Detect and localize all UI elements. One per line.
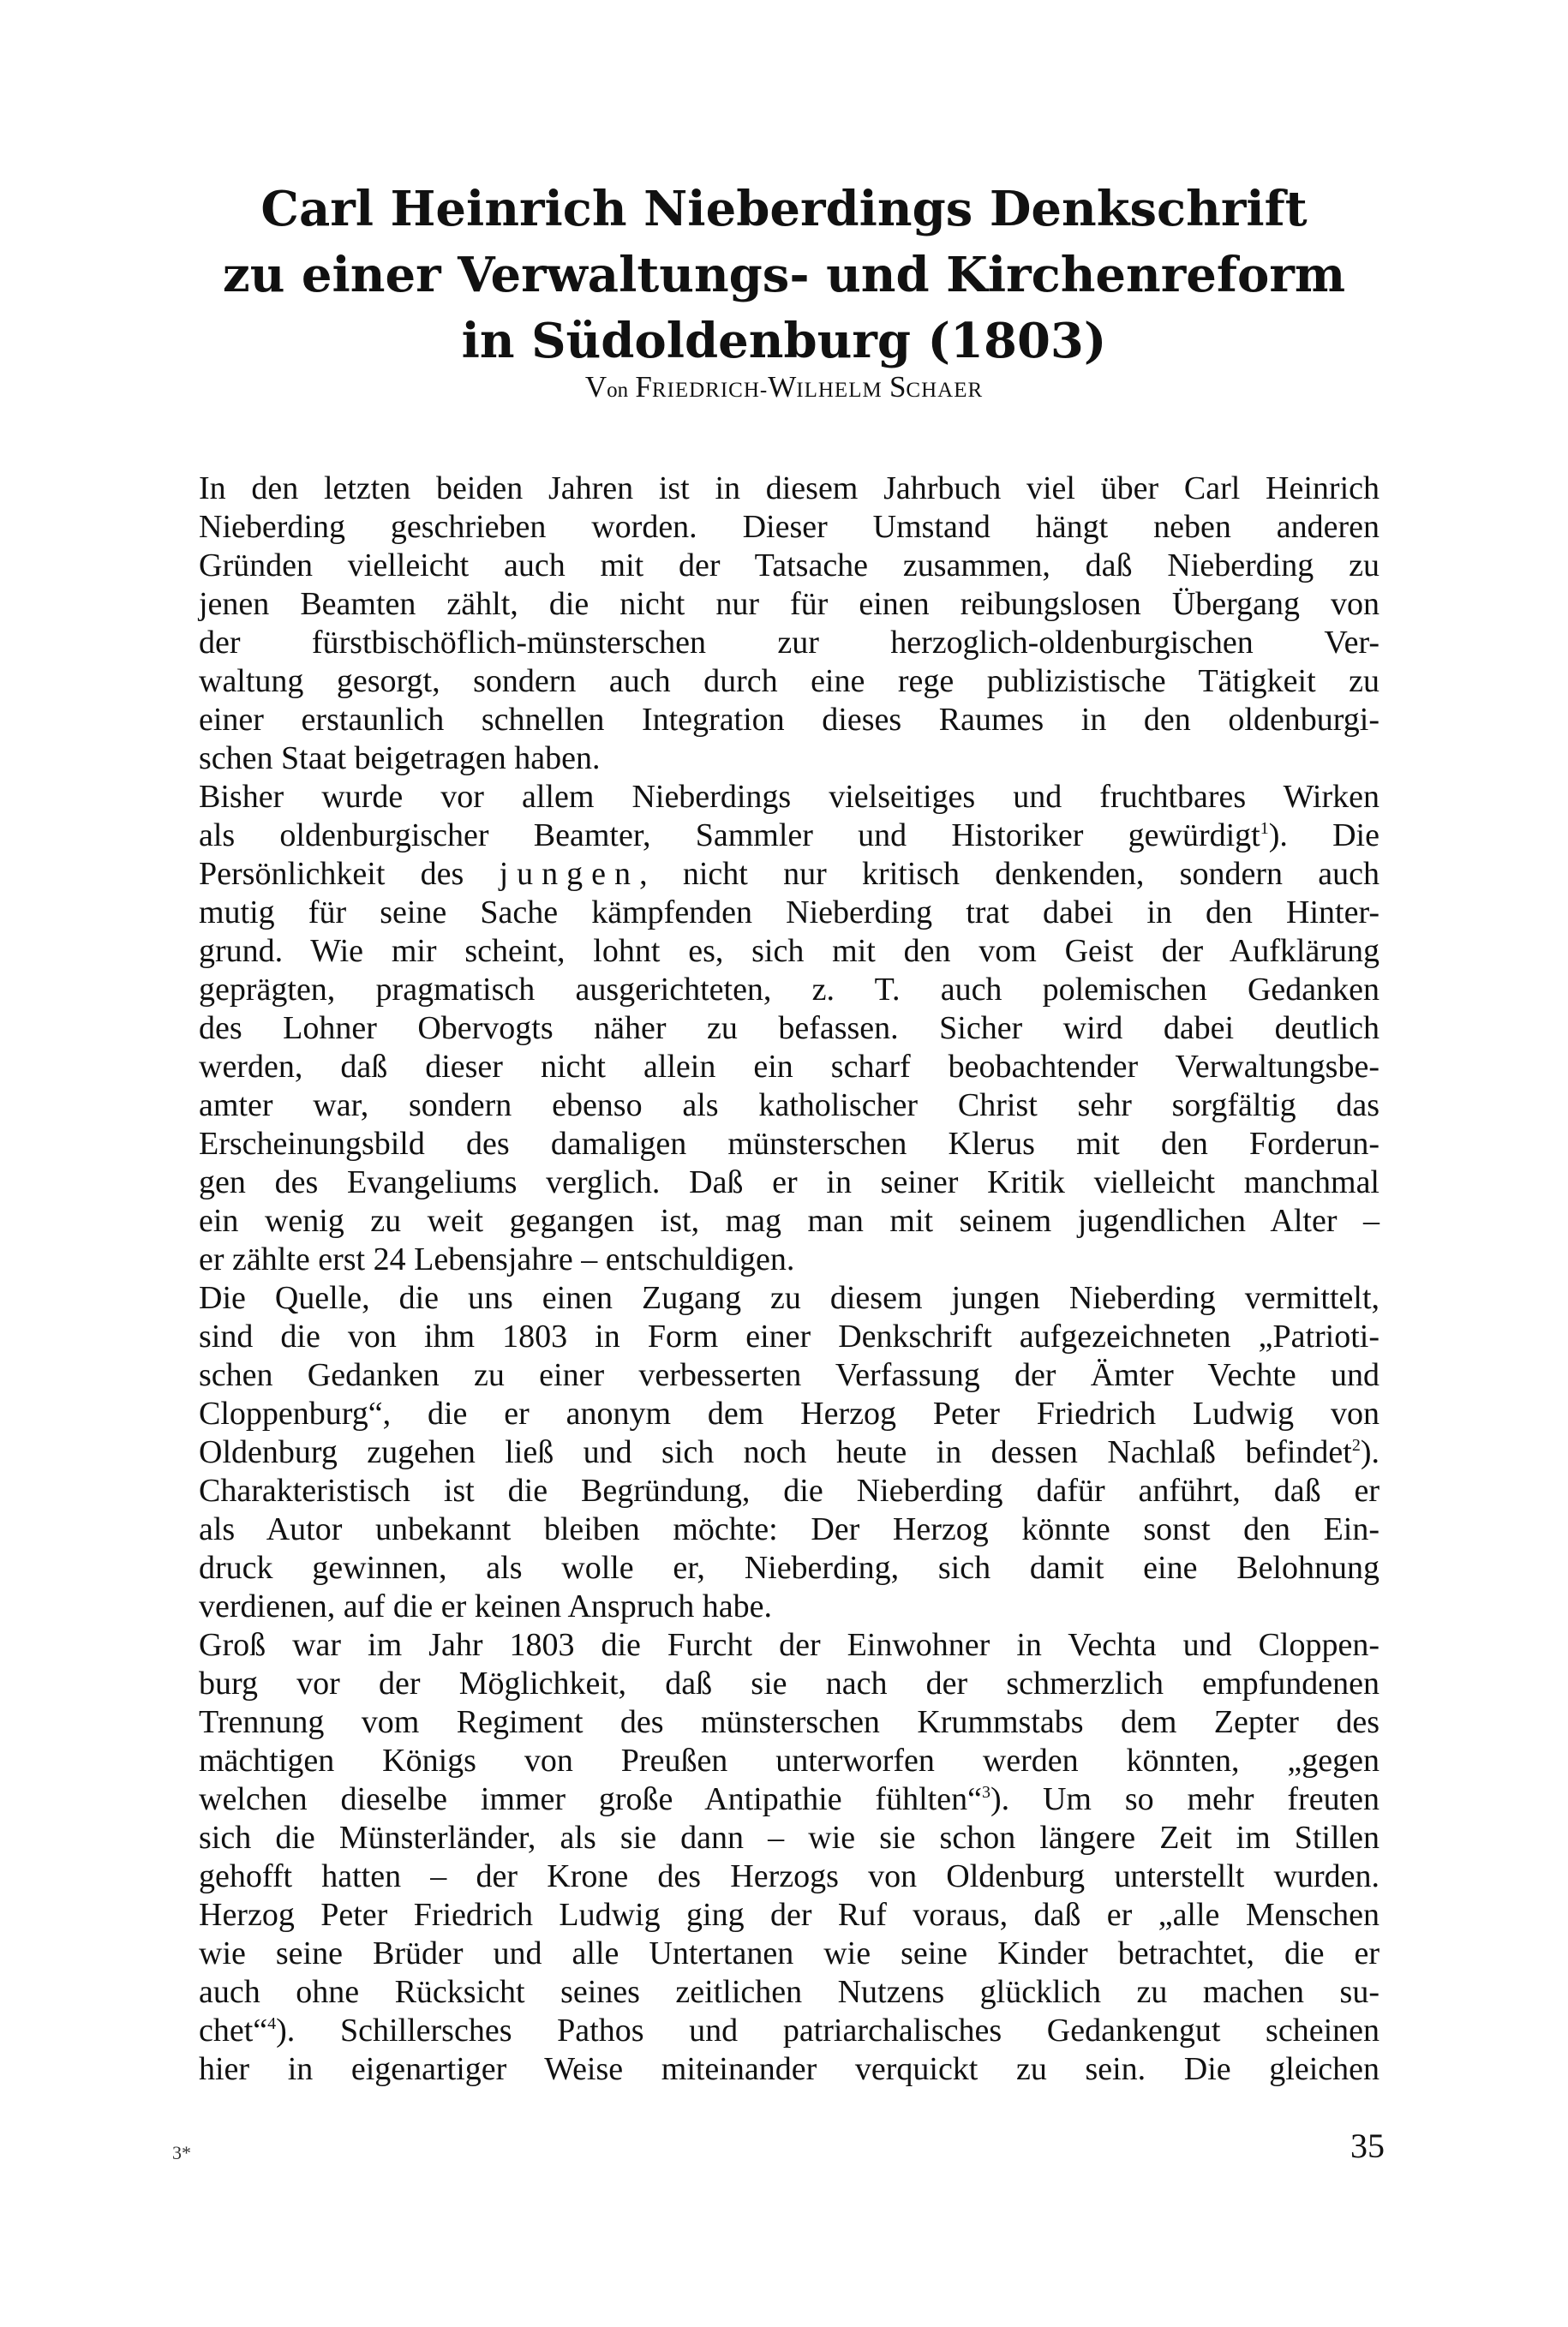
text-line: Herzog Peter Friedrich Ludwig ging der Ruf voraus, daß er „alle Menschen (199, 1897, 1379, 1933)
text-fragment: welchen dieselbe immer große Antipathie fühlten“ (199, 1781, 982, 1817)
paragraph-4 (199, 1626, 1379, 2089)
text-line: geprägten, pragmatisch ausgerichteten, z. T. auch polemischen Gedanken (199, 972, 1379, 1008)
text-line: werden, daß dieser nicht allein ein scharf beobachtender Verwaltungsbe- (199, 1049, 1379, 1085)
paragraph-3 (199, 1279, 1379, 1626)
text-line: Nieberding geschrieben worden. Dieser Umstand hängt neben anderen (199, 509, 1379, 545)
title-line: in Südoldenburg (1803) (461, 313, 1107, 369)
byline-last-initial: S (889, 370, 907, 404)
text-line: Groß war im Jahr 1803 die Furcht der Einwohner in Vechta und Cloppen- (199, 1627, 1379, 1663)
byline-second-rest: ILHELM (796, 379, 883, 402)
text-line: druck gewinnen, als wolle er, Nieberding, sich damit eine Belohnung (199, 1550, 1379, 1586)
text-line: er zählte erst 24 Lebensjahre – entschuldigen. (199, 1241, 795, 1277)
text-line: gen des Evangeliums verglich. Daß er in seiner Kritik vielleicht manchmal (199, 1164, 1379, 1200)
paragraph-1 (199, 470, 1379, 778)
text-line: waltung gesorgt, sondern auch durch eine rege publizistische Tätigkeit zu (199, 663, 1379, 699)
text-line: Cloppenburg“, die er anonym dem Herzog Peter Friedrich Ludwig von (199, 1396, 1379, 1432)
text-fragment: ). (1360, 1434, 1379, 1470)
byline-last-rest: CHAER (906, 379, 984, 402)
text-line: In den letzten beiden Jahren ist in diesem Jahrbuch viel über Carl Heinrich (199, 470, 1379, 506)
text-fragment: chet“ (199, 2013, 268, 2049)
text-line (199, 2012, 1379, 2050)
byline-on: on (607, 379, 629, 402)
text-line: ein wenig zu weit gegangen ist, mag man mit seinem jugendlichen Alter – (199, 1203, 1379, 1239)
text-line: jenen Beamten zählt, die nicht nur für einen reibungslosen Übergang von (199, 586, 1379, 622)
text-line: Trennung vom Regiment des münsterschen Krummstabs dem Zepter des (199, 1704, 1379, 1740)
text-line: Charakteristisch ist die Begründung, die Nieberding dafür anführt, daß er (199, 1473, 1379, 1509)
article-title (171, 176, 1397, 374)
title-line: Carl Heinrich Nieberdings Denkschrift (260, 181, 1308, 237)
byline-first-rest: RIEDRICH (651, 379, 760, 402)
text-fragment: , nicht nur kritisch denkenden, sondern auch (639, 856, 1379, 892)
text-line: als Autor unbekannt bleiben möchte: Der Herzog könnte sonst den Ein- (199, 1511, 1379, 1547)
byline-second-initial: W (768, 370, 797, 404)
footnote-ref-1: 1 (1260, 819, 1269, 838)
emphasis-spaced: jungen (499, 856, 640, 892)
text-line (199, 1780, 1379, 1819)
text-line: burg vor der Möglichkeit, daß sie nach der schmerzlich empfundenen (199, 1666, 1379, 1702)
text-line: einer erstaunlich schnellen Integration dieses Raumes in den oldenburgi- (199, 702, 1379, 738)
text-line (199, 855, 1379, 894)
text-line: Erscheinungsbild des damaligen münsterschen Klerus mit den Forderun- (199, 1126, 1379, 1162)
text-line: der fürstbischöflich-münsterschen zur herzoglich-oldenburgischen Ver- (199, 625, 1379, 661)
footnote-ref-3: 3 (981, 1783, 990, 1802)
text-fragment: ). Um so mehr freuten (990, 1781, 1380, 1817)
text-fragment: ). Schillersches Pathos und patriarchalisches Gedankengut scheinen (276, 2013, 1379, 2049)
text-line (199, 1433, 1379, 1472)
signature-mark: 3* (172, 2142, 191, 2163)
byline-v: V (584, 370, 607, 404)
page-number: 35 (1350, 2127, 1385, 2165)
text-line: Bisher wurde vor allem Nieberdings vielseitiges und fruchtbares Wirken (199, 779, 1379, 815)
text-line: grund. Wie mir scheint, lohnt es, sich mit den vom Geist der Aufklärung (199, 933, 1379, 969)
text-line: auch ohne Rücksicht seines zeitlichen Nutzens glücklich zu machen su- (199, 1974, 1379, 2010)
text-line: des Lohner Obervogts näher zu befassen. Sicher wird dabei deutlich (199, 1010, 1379, 1046)
byline-first-initial: F (635, 370, 652, 404)
article-body (199, 470, 1379, 2089)
author-byline (171, 370, 1397, 408)
paragraph-2 (199, 778, 1379, 1279)
text-fragment: ). Die (1268, 817, 1379, 853)
title-line: zu einer Verwaltungs- und Kirchenreform (222, 247, 1346, 303)
byline-hyphen: - (759, 379, 769, 402)
text-line: mutig für seine Sache kämpfenden Nieberding trat dabei in den Hinter- (199, 894, 1379, 930)
text-line: gehofft hatten – der Krone des Herzogs von Oldenburg unterstellt wurden. (199, 1858, 1379, 1894)
text-fragment: Persönlichkeit des (199, 856, 500, 892)
text-line: amter war, sondern ebenso als katholischer Christ sehr sorgfältig das (199, 1087, 1379, 1123)
footnote-ref-4: 4 (267, 2014, 277, 2033)
text-line: schen Gedanken zu einer verbesserten Verfassung der Ämter Vechte und (199, 1357, 1379, 1393)
text-line: Die Quelle, die uns einen Zugang zu diesem jungen Nieberding vermittelt, (199, 1280, 1379, 1316)
text-line: hier in eigenartiger Weise miteinander verquickt zu sein. Die gleichen (199, 2051, 1379, 2087)
text-line: Gründen vielleicht auch mit der Tatsache zusammen, daß Nieberding zu (199, 547, 1379, 583)
text-line: verdienen, auf die er keinen Anspruch habe. (199, 1588, 772, 1624)
text-line: sich die Münsterländer, als sie dann – wie sie schon längere Zeit im Stillen (199, 1820, 1379, 1856)
text-fragment: als oldenburgischer Beamter, Sammler und Historiker gewürdigt (199, 817, 1260, 853)
text-line: wie seine Brüder und alle Untertanen wie seine Kinder betrachtet, die er (199, 1935, 1379, 1971)
footnote-ref-2: 2 (1351, 1436, 1361, 1455)
text-line (199, 817, 1379, 855)
text-fragment: Oldenburg zugehen ließ und sich noch heute in dessen Nachlaß befindet (199, 1434, 1352, 1470)
text-line: schen Staat beigetragen haben. (199, 740, 601, 776)
text-line: sind die von ihm 1803 in Form einer Denkschrift aufgezeichneten „Patrioti- (199, 1319, 1379, 1355)
text-line: mächtigen Königs von Preußen unterworfen werden könnten, „gegen (199, 1743, 1379, 1779)
